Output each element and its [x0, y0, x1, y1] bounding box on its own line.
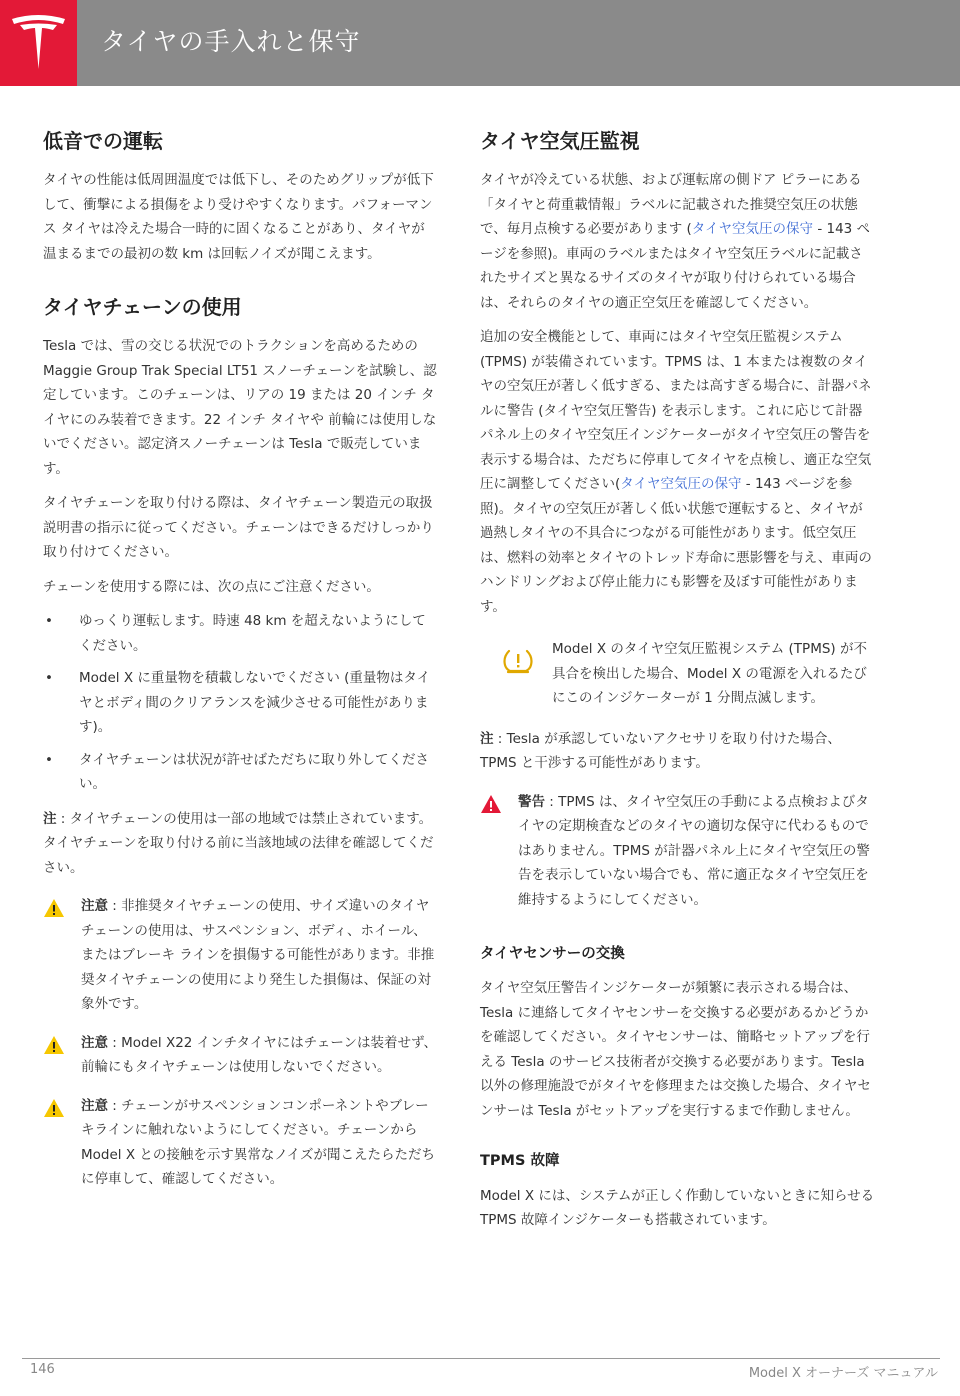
chain-precaution-list: [43, 609, 438, 797]
paragraph: タイヤチェーンを取り付ける際は、タイヤチェーン製造元の取扱説明書の指示に従ってください。チェーンはできるだけしっかり取り付けてください。: [43, 495, 434, 560]
tesla-logo-box: [0, 0, 77, 86]
caution-triangle-icon: [43, 898, 65, 918]
paragraph: チェーンを使用する際には、次の点にご注意ください。: [43, 578, 380, 595]
caution-callout: [43, 1094, 438, 1192]
paragraph: [480, 168, 875, 315]
caution-paragraph: [81, 1094, 438, 1192]
caution-callout: [43, 1031, 438, 1080]
note-label: 注: [480, 730, 494, 747]
note-paragraph: [43, 807, 438, 881]
text-run: タイヤが冷えている状態、および運転席の側ドア ピラーにある「タイヤと荷重載情報」ラベルに記載された推奨空気圧の状態で、毎月点検する必要があります (: [480, 172, 862, 237]
paragraph: タイヤの性能は低周囲温度では低下し、そのためグリップが低下して、衝撃による損傷をより受けやすくなります。パフォーマンス タイヤは冷えた場合一時的に固くなることがあり、タイヤが温まるまでの最初の数 km は回転ノイズが聞こえます。: [43, 172, 434, 262]
section-heading-tpms: タイヤ空気圧監視: [480, 129, 640, 153]
list-item: • ゆっくり運転します。時速 48 km を超えないようにしてください。: [43, 609, 438, 658]
page-number: 146: [30, 1362, 55, 1377]
paragraph: タイヤ空気圧警告インジケーターが頻繁に表示される場合は、Tesla に連絡してタイヤセンサーを交換する必要があるかどうかを確認してください。タイヤセンサーは、簡略セットアップを行える Tesla のサービス技術者が交換する必要があります。Tesla 以外の修理施設でがタイヤを修理または交換した場合、タイヤセンサーは Tesla がセットアップを実行するまで作動しません。: [480, 980, 871, 1119]
note-label: 注: [43, 810, 57, 827]
caution-text: : Model X22 インチタイヤにはチェーンは装着せず、前輪にもタイヤチェーンは使用しないでください。: [81, 1034, 437, 1075]
caution-paragraph: [81, 1031, 438, 1080]
tpms-indicator-callout: [480, 637, 875, 711]
caution-paragraph: [81, 894, 438, 1017]
section-heading-tire-chains: タイヤチェーンの使用: [43, 295, 242, 319]
warning-callout: [480, 790, 875, 913]
caution-label: 注意: [81, 1097, 108, 1114]
footer-divider: [22, 1358, 940, 1359]
cross-reference-link[interactable]: タイヤ空気圧の保守: [691, 221, 814, 237]
list-item: • タイヤチェーンは状況が許せばただちに取り外してください。: [43, 748, 438, 797]
tpms-warning-icon: [502, 647, 534, 675]
warning-text: : TPMS は、タイヤ空気圧の手動による点検およびタイヤの定期検査などのタイヤの適切な保守に代わるものではありません。TPMS が計器パネル上にタイヤ空気圧の警告を表示していない場合でも、常に適正なタイヤ空気圧を維持するようにしてください。: [518, 793, 870, 908]
section-heading-cold-driving: 低音での運転: [43, 129, 163, 153]
caution-label: 注意: [81, 1034, 108, 1051]
text-run: 追加の安全機能として、車両にはタイヤ空気圧監視システム (TPMS) が装備されています。TPMS は、1 本または複数のタイヤの空気圧が著しく低すぎる、または高すぎる場合に、計器パネルに警告 (タイヤ空気圧警告) を表示します。これに応じて計器パネル上のタイヤ空気圧インジケーターがタイヤ空気圧の警告を表示する場合は、ただちに停車してタイヤを点検し、適正な空気圧に調整してください(: [480, 329, 872, 492]
cross-reference-link[interactable]: タイヤ空気圧の保守: [620, 476, 742, 492]
warning-label: 警告: [518, 793, 545, 810]
paragraph: Model X には、システムが正しく作動していないときに知らせる TPMS 故障インジケーターも搭載されています。: [480, 1187, 875, 1229]
caution-triangle-icon: [43, 1035, 65, 1055]
note-text: : タイヤチェーンの使用は一部の地域では禁止されています。タイヤチェーンを取り付ける前に当該地域の法律を確認してください。: [43, 810, 434, 876]
caution-text: : 非推奨タイヤチェーンの使用、サイズ違いのタイヤチェーンの使用は、サスペンション、ボディ、ホイール、またはブレーキ ラインを損傷する可能性があります。非推奨タイヤチェーンの使用により発生した損傷は、保証の対象外です。: [81, 898, 435, 1012]
paragraph: [480, 325, 875, 619]
page-title: タイヤの手入れと保守: [101, 27, 361, 56]
left-column: [43, 128, 438, 1206]
section-heading-tpms-malfunction: TPMS 故障: [480, 1153, 560, 1170]
warning-paragraph: [518, 790, 875, 913]
section-heading-sensor-replacement: タイヤセンサーの交換: [480, 946, 625, 962]
title-bar: [77, 0, 960, 86]
caution-label: 注意: [81, 898, 108, 914]
note-paragraph: [480, 727, 875, 776]
tesla-logo-icon: [10, 13, 67, 73]
page-header: [0, 0, 960, 86]
warning-triangle-icon: [480, 794, 502, 814]
caution-triangle-icon: [43, 1098, 65, 1118]
caution-text: : チェーンがサスペンションコンポーネントやブレーキラインに触れないようにしてください。チェーンから Model X との接触を示す異常なノイズが聞こえたらただちに停車して、確認してください。: [81, 1097, 436, 1187]
paragraph: Tesla では、雪の交じる状況でのトラクションを高めるための Maggie Group Trak Special LT51 スノーチェーンを試験し、認定しています。このチェーンは、リアの 19 または 20 インチ タイヤにのみ装着できます。22 インチ タイヤや 前輪には使用しないでください。認定済スノーチェーンは Tesla で販売しています。: [43, 338, 437, 477]
note-text: : Tesla が承認していないアクセサリを取り付けた場合、 TPMS と干渉する可能性があります。: [480, 730, 841, 771]
caution-callout: [43, 894, 438, 1017]
right-column: [480, 128, 875, 1243]
footer-document-title: Model X オーナーズ マニュアル: [748, 1366, 938, 1381]
text-run: - 143 ページを参照)。車両のラベルまたはタイヤ空気圧ラベルに記載されたサイズと異なるサイズのタイヤが取り付けられている場合は、それらのタイヤの適正空気圧を確認してください。: [480, 221, 871, 311]
text-run: - 143 ページを参照)。タイヤの空気圧が著しく低い状態で運転すると、タイヤが過熱しタイヤの不具合につながる可能性があります。低空気圧は、燃料の効率とタイヤのトレッド寿命に悪影響を与え、車両のハンドリングおよび停止能力にも影響を及ぼす可能性があります。: [480, 476, 872, 615]
tpms-indicator-text: Model X のタイヤ空気圧監視システム (TPMS) が不具合を検出した場合、Model X の電源を入れるたびにこのインジケーターが 1 分間点滅します。: [552, 641, 867, 706]
list-item: • Model X に重量物を積載しないでください (重量物はタイヤとボディ間のクリアランスを減少させる可能性があります)。: [43, 666, 438, 740]
